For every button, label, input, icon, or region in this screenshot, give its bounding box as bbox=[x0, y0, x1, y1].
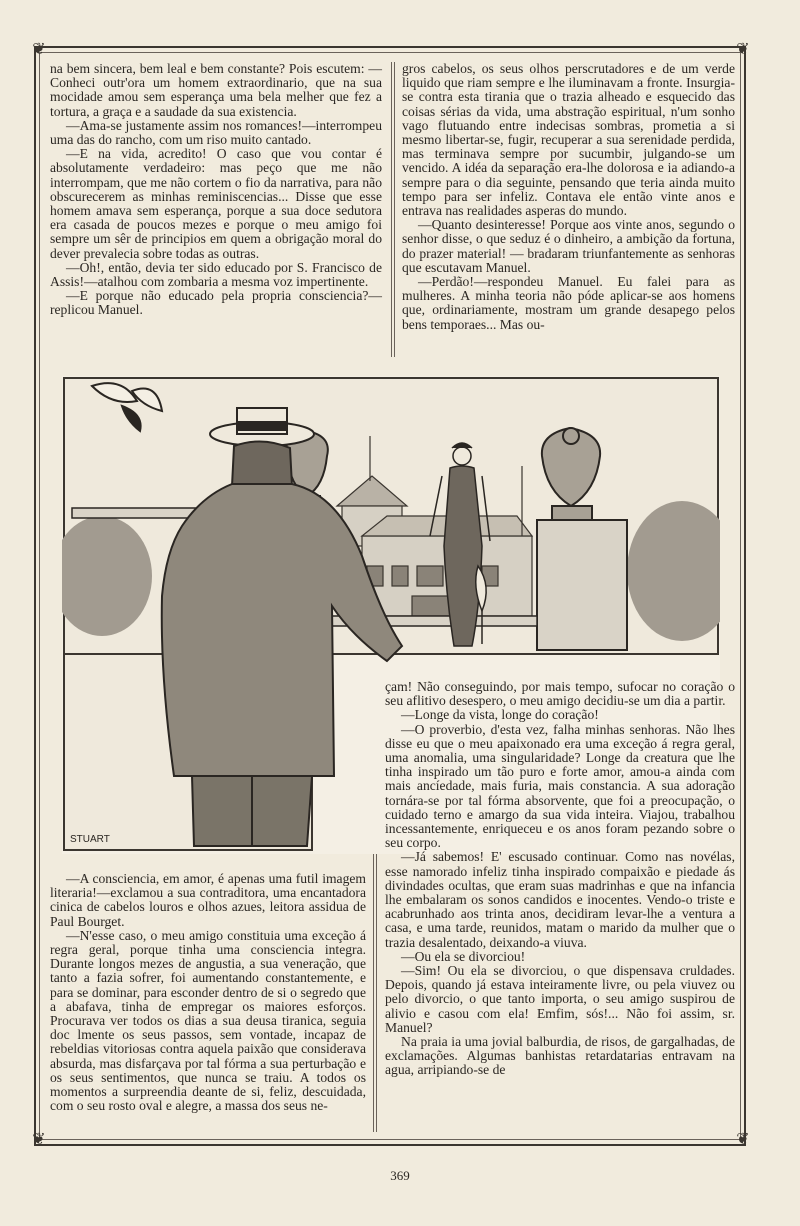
paragraph: —Sim! Ou ela se divorciou, o que dispensava cruldades. Depois, quando já estava inteiramente livre, ou pela viuvez ou pelo divorcio, o que tanto importa, o seu amigo suspirou de alivio e casou com ela! Emfim, sós!... Não foi assim, sr. Manuel? bbox=[385, 963, 735, 1035]
paragraph: —E na vida, acredito! O caso que vou contar é absolutamente verdadeiro: mas peço que me não interrompam, que me não cortem o fio da narrativa, para não obscurecerem as minhas reminiscencias... Disse que esse homem amava sem esperança, porque a sua doce sedutora era casada de poucos mezes e porque o meu amigo foi sempre um sêr de principios em quem a obrigação moral do dever prevalecia sobre todas as outras. bbox=[50, 146, 382, 261]
paragraph: —Já sabemos! E' escusado continuar. Como nas novélas, esse namorado infeliz tinha inspirado compaixão e piedade ás divindades ocultas, que eram suas madrinhas e que na infancia lhe embalaram os sonos candidos e inocentes. Vendo-o triste e acabrunhado aos trinta anos, decidiram levar-lhe a ventura a casa, e uma tarde, reunidos, matam o marido da mulher que o trazia desalentado, deixando-a viuva. bbox=[385, 849, 735, 950]
paragraph: —Quanto desinteresse! Porque aos vinte anos, segundo o senhor disse, o que seduz é o dinheiro, a ambição da fortuna, do prazer material! — bradaram triunfantemente as senhoras que escutavam Manuel. bbox=[402, 217, 735, 275]
paragraph: —Perdão!—respondeu Manuel. Eu falei para as mulheres. A minha teoria não póde aplicar-se aos homens que, ordinariamente, mostram um grande desapego pelos bens temporaes... Mas ou- bbox=[402, 274, 735, 332]
paragraph: —O proverbio, d'esta vez, falha minhas senhoras. Não lhes disse eu que o meu apaixonado era uma exceção á regra geral, uma anomalia, uma singularidade? Longe da creatura que lhe tinha inspirado um tão puro e forte amor, amou-a ainda com mais ancíedade, mais furia, mais constancia. A sua adoração tornára-se por tal fórma absorvente, que foi a preocupação, o cuidado terno e amargo da sua vida inteira. Viajou, trabalhou incessantemente, enriqueceu e os anos foram pezando sobre o seu corpo. bbox=[385, 721, 735, 851]
text-column-left-bottom bbox=[50, 872, 366, 1113]
paragraph: —N'esse caso, o meu amigo constituia uma exceção á regra geral, porque tinha uma consciencia integra. Durante longos mezes de angustia, a sua veneração, que tanto a fazia sofrer, foi aumentando constantemente, e para se dominar, para esconder dentro de si o segredo que a abafava, tinha de empregar os maiores esforços. Procurava ver todos os dias a sua deusa tiranica, seguia doc lmente os seus passos, sem vontade, incapaz de rebeldias vitoriosas contra aquela paixão que considerava absurda, mas disfarçava por tal fórma a sua perturbação e os seus sentimentos, que nunca se traiu. A todos os momentos a surpreendia deante de si, feliz, descuidada, com o seu rosto oval e alegre, a massa dos seus ne- bbox=[50, 927, 366, 1114]
paragraph: —Ou ela se divorciou! bbox=[401, 948, 526, 964]
paragraph: —Oh!, então, devia ter sido educado por S. Francisco de Assis!—atalhou com zombaria a mesma voz impertinente. bbox=[50, 259, 382, 290]
paragraph: Na praia ia uma jovial balburdia, de risos, de gargalhadas, de exclamações. Algumas banhistas retardatarias entravam na agua, arripiando-se de bbox=[385, 1034, 735, 1078]
page-number: 369 bbox=[390, 1168, 410, 1183]
paragraph: —A consciencia, em amor, é apenas uma futil imagem literaria!—exclamou a sua contraditora, uma encantadora cinica de cabelos louros e olhos azues, leitora assidua de Paul Bourget. bbox=[50, 871, 366, 929]
corner-ornament-icon: ❦ bbox=[736, 1129, 750, 1148]
text-column-left-top bbox=[50, 62, 382, 318]
paragraph: gros cabelos, os seus olhos perscrutadores e de um verde liquido que riam sempre e lhe iluminavam a fronte. Insurgia-se contra esta tirania que o trazia alheado e esquecido das coisas sérias da vida, uma abstração espiritual, n'um sonho vago flutuando entre indecisas sombras, prometia a si mesmo libertar-se, fugir, recuperar a sua serenidade perdida, mas terminava sempre por sucumbir, julgando-se um vencido. A idéa da separação era-lhe dolorosa e ia adiando-a sempre para o dia seguinte, pensando que teria ainda muito tempo para ser infeliz. Contava ele então vinte anos e entrava nas realidades asperas do mundo. bbox=[402, 61, 735, 219]
corner-ornament-icon: ❦ bbox=[736, 39, 750, 58]
paragraph: çam! Não conseguindo, por mais tempo, sufocar no coração o seu aflitivo desespero, o meu amigo decidiu-se um dia a partir. bbox=[385, 679, 735, 709]
corner-ornament-icon: ❦ bbox=[32, 1129, 46, 1148]
paragraph: —Ama-se justamente assim nos romances!—interrompeu uma das do rancho, com um riso muito cantado. bbox=[50, 117, 382, 148]
artist-signature: STUART bbox=[70, 834, 110, 845]
paragraph: na bem sincera, bem leal e bem constante? Pois escutem: — Conheci outr'ora um homem extraordinario, que na sua mocidade amou sem esperança uma bela melher que fez a tortura, a graça e a saudade da sua existencia. bbox=[50, 61, 382, 119]
column-divider bbox=[391, 62, 395, 357]
text-column-right-top bbox=[402, 62, 735, 332]
text-column-right-bottom bbox=[385, 680, 735, 1078]
corner-ornament-icon: ❦ bbox=[32, 39, 46, 58]
pillar bbox=[537, 520, 627, 650]
paragraph: —Longe da vista, longe do coração! bbox=[401, 707, 599, 723]
paragraph: —E porque não educado pela propria consciencia?—replicou Manuel. bbox=[50, 288, 382, 318]
